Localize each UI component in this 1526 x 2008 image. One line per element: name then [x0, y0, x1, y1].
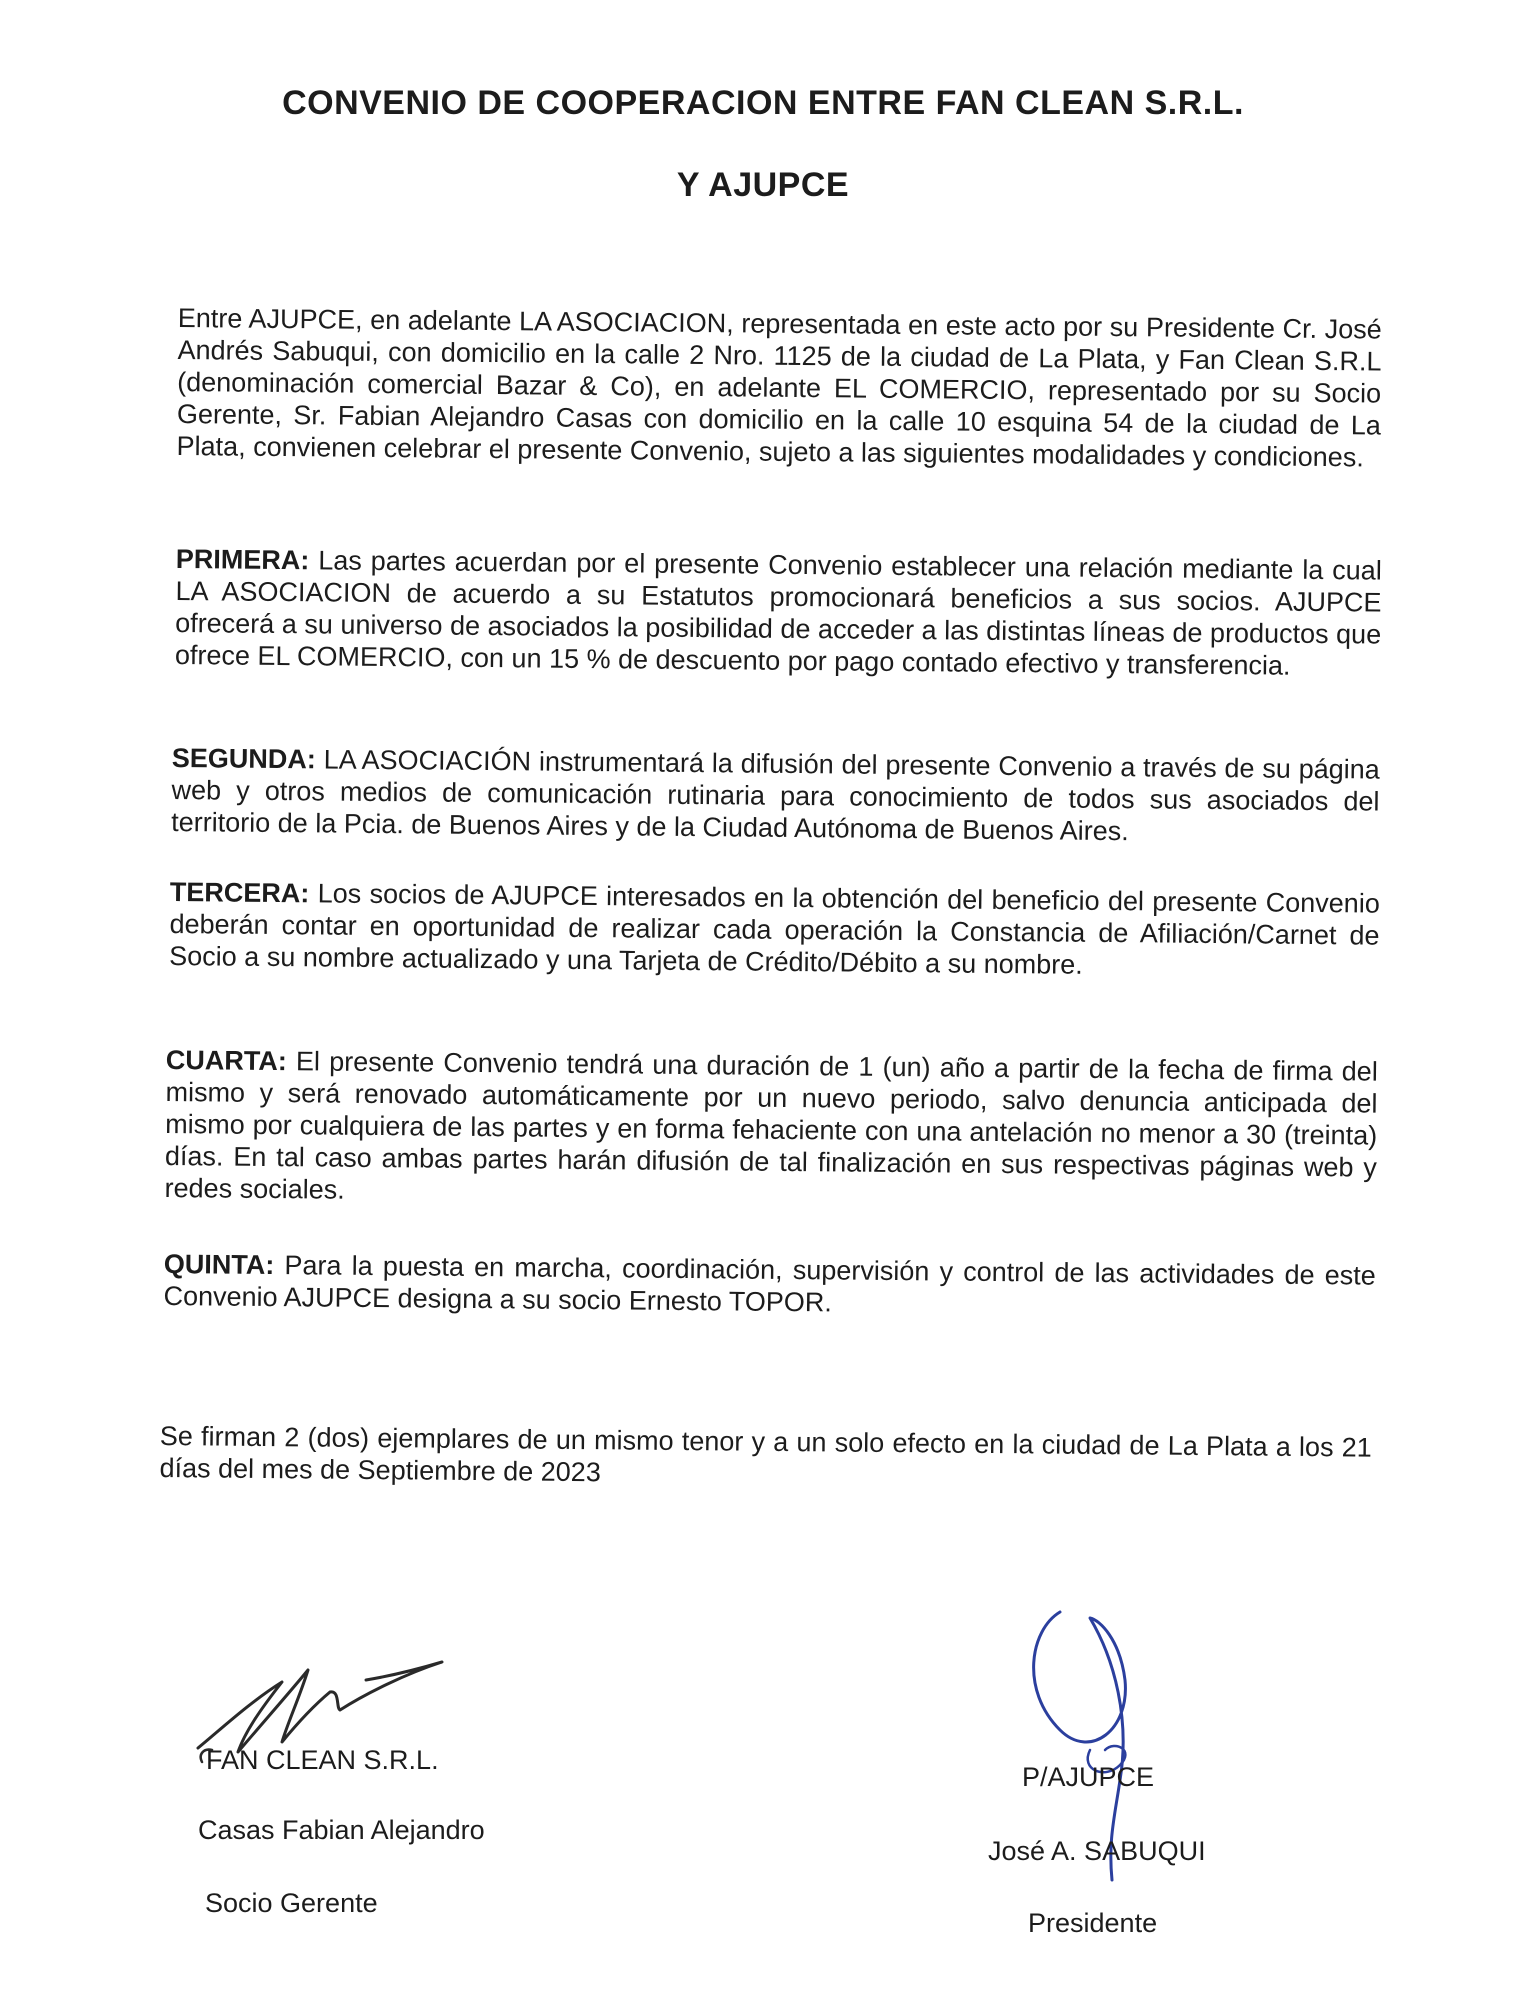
closing-paragraph: Se firman 2 (dos) ejemplares de un mismo tenor y a un solo efecto en la ciudad de La Plata a los 21 días del mes de Septiembre de 2023 — [159, 1421, 1372, 1488]
left-signatory-role: Socio Gerente — [205, 1888, 378, 1918]
intro-paragraph: Entre AJUPCE, en adelante LA ASOCIACION, representada en este acto por su Presidente Cr. José Andrés Sabuqui, con domicilio en la calle 2 Nro. 1125 de la ciudad de La Plata, y Fan Clean S.R.L (denominación comercial Bazar & Co), en adelante EL COMERCIO, representado por su Socio Gerente, Sr. Fabian Alejandro Casas con domicilio en la calle 10 esquina 54 de la ciudad de La Plata, convienen celebrar el presente Convenio, sujeto a las siguientes modalidades y condiciones. — [176, 302, 1382, 473]
clause-segunda — [171, 742, 1380, 850]
right-signatory-role: Presidente — [1028, 1908, 1158, 1938]
right-signatory-org: P/AJUPCE — [1022, 1762, 1155, 1792]
clause-label: PRIMERA: — [175, 543, 310, 576]
clause-text: LA ASOCIACIÓN instrumentará la difusión del presente Convenio a través de su página web y otros medios de comunicación rutinaria para conocimiento de todos sus asociados del territorio de la Pcia. de Buenos Aires y de la Ciudad Autónoma de Buenos Aires. — [171, 744, 1380, 847]
document-subtitle: Y AJUPCE — [676, 166, 850, 204]
document-title: CONVENIO DE COOPERACION ENTRE FAN CLEAN S.R.L. — [282, 84, 1244, 122]
clause-primera — [175, 543, 1382, 683]
clause-cuarta — [164, 1044, 1377, 1216]
clause-quinta — [163, 1248, 1376, 1324]
clause-tercera — [169, 876, 1380, 984]
clause-label: SEGUNDA: — [171, 742, 316, 775]
clause-label: CUARTA: — [165, 1045, 287, 1077]
clause-text: Las partes acuerdan por el presente Convenio establecer una relación mediante la cual LA ASOCIACION de acuerdo a su Estatutos promocionará beneficios a sus socios. AJUPCE ofrecerá a su universo de asociados la posibilidad de acceder a las distintas líneas de productos que ofrece EL COMERCIO, con un 15 % de descuento por pago contado efectivo y transferencia. — [174, 545, 1382, 681]
clause-text: El presente Convenio tendrá una duración de 1 (un) año a partir de la fecha de firma del mismo y será renovado automáticamente por un nuevo periodo, salvo denuncia anticipada del mismo por cualquiera de las partes y en forma fehaciente con una antelación no menor a 30 (treinta) días. En tal caso ambas partes harán difusión de tal finalización en sus respectivas páginas web y redes sociales. — [164, 1046, 1378, 1205]
right-signatory-name: José A. SABUQUI — [988, 1836, 1206, 1866]
left-signatory-name: Casas Fabian Alejandro — [198, 1815, 485, 1845]
left-signatory-company: FAN CLEAN S.R.L. — [206, 1745, 439, 1775]
clause-label: TERCERA: — [169, 876, 310, 909]
clause-text: Para la puesta en marcha, coordinación, supervisión y control de las actividades de este Convenio AJUPCE designa a su socio Ernesto TOPOR. — [163, 1250, 1376, 1318]
clause-text: Los socios de AJUPCE interesados en la obtención del beneficio del presente Convenio deberán contar en oportunidad de realizar cada operación la Constancia de Afiliación/Carnet de Socio a su nombre actualizado y una Tarjeta de Crédito/Débito a su nombre. — [169, 878, 1380, 980]
clause-label: QUINTA: — [163, 1249, 275, 1281]
